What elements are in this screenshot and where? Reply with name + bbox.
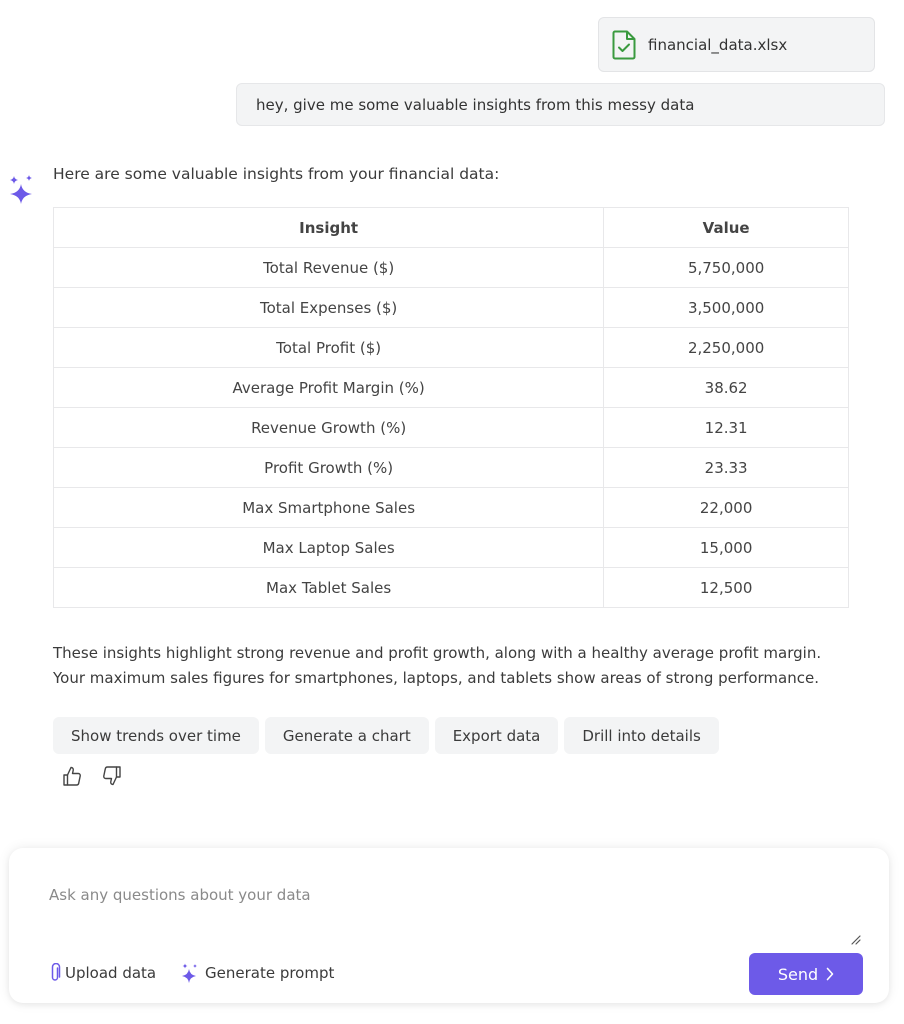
table-row (54, 328, 849, 368)
value-cell: 3,500,000 (604, 288, 849, 328)
generate-prompt-label: Generate prompt (205, 964, 335, 982)
paperclip-icon (49, 963, 61, 983)
table-row (54, 248, 849, 288)
value-cell: 23.33 (604, 448, 849, 488)
user-message: hey, give me some valuable insights from this messy data (236, 83, 885, 126)
send-button[interactable] (749, 953, 863, 995)
value-cell: 12,500 (604, 568, 849, 608)
export-data-button[interactable]: Export data (435, 717, 559, 754)
table-header-row (54, 208, 849, 248)
attachment-file-name: financial_data.xlsx (648, 35, 788, 54)
send-label: Send (777, 964, 819, 984)
generate-chart-button[interactable]: Generate a chart (265, 717, 429, 754)
resize-handle-icon[interactable] (849, 930, 861, 942)
assistant-summary: These insights highlight strong revenue and profit growth, along with a healthy average profit margin. Your maximum sales figures for smartphones, laptops, and tablets show areas of strong performance. (53, 644, 822, 687)
table-row (54, 568, 849, 608)
value-cell: 5,750,000 (604, 248, 849, 288)
value-cell: 2,250,000 (604, 328, 849, 368)
sparkle-icon (8, 174, 34, 208)
insight-cell: Revenue Growth (%) (54, 408, 604, 448)
insight-cell: Max Smartphone Sales (54, 488, 604, 528)
insight-cell: Max Tablet Sales (54, 568, 604, 608)
drill-details-button[interactable]: Drill into details (564, 717, 718, 754)
insights-table (53, 207, 849, 608)
value-cell: 22,000 (604, 488, 849, 528)
upload-data-button[interactable] (49, 963, 156, 983)
upload-data-label: Upload data (65, 964, 157, 982)
insight-cell: Total Profit ($) (54, 328, 604, 368)
thumbs-up-icon[interactable] (62, 765, 82, 787)
attachment-chip[interactable] (598, 17, 875, 72)
file-check-icon (612, 30, 636, 60)
value-cell: 38.62 (604, 368, 849, 408)
value-cell: 12.31 (604, 408, 849, 448)
suggestion-chips (53, 717, 719, 754)
thumbs-down-icon[interactable] (102, 765, 122, 787)
chat-composer (9, 848, 889, 1003)
question-input[interactable] (49, 886, 849, 936)
assistant-intro: Here are some valuable insights from your financial data: (53, 165, 500, 183)
chevron-right-icon (826, 967, 834, 981)
table-row (54, 448, 849, 488)
table-row (54, 528, 849, 568)
column-header-insight: Insight (54, 208, 604, 248)
value-cell: 15,000 (604, 528, 849, 568)
sparkle-icon (181, 963, 199, 983)
table-row (54, 408, 849, 448)
insight-cell: Average Profit Margin (%) (54, 368, 604, 408)
show-trends-button[interactable]: Show trends over time (53, 717, 259, 754)
feedback-buttons (62, 765, 122, 787)
table-row (54, 488, 849, 528)
insight-cell: Max Laptop Sales (54, 528, 604, 568)
insight-cell: Total Expenses ($) (54, 288, 604, 328)
table-row (54, 368, 849, 408)
generate-prompt-button[interactable] (181, 963, 334, 983)
insight-cell: Profit Growth (%) (54, 448, 604, 488)
insight-cell: Total Revenue ($) (54, 248, 604, 288)
table-row (54, 288, 849, 328)
column-header-value: Value (604, 208, 849, 248)
